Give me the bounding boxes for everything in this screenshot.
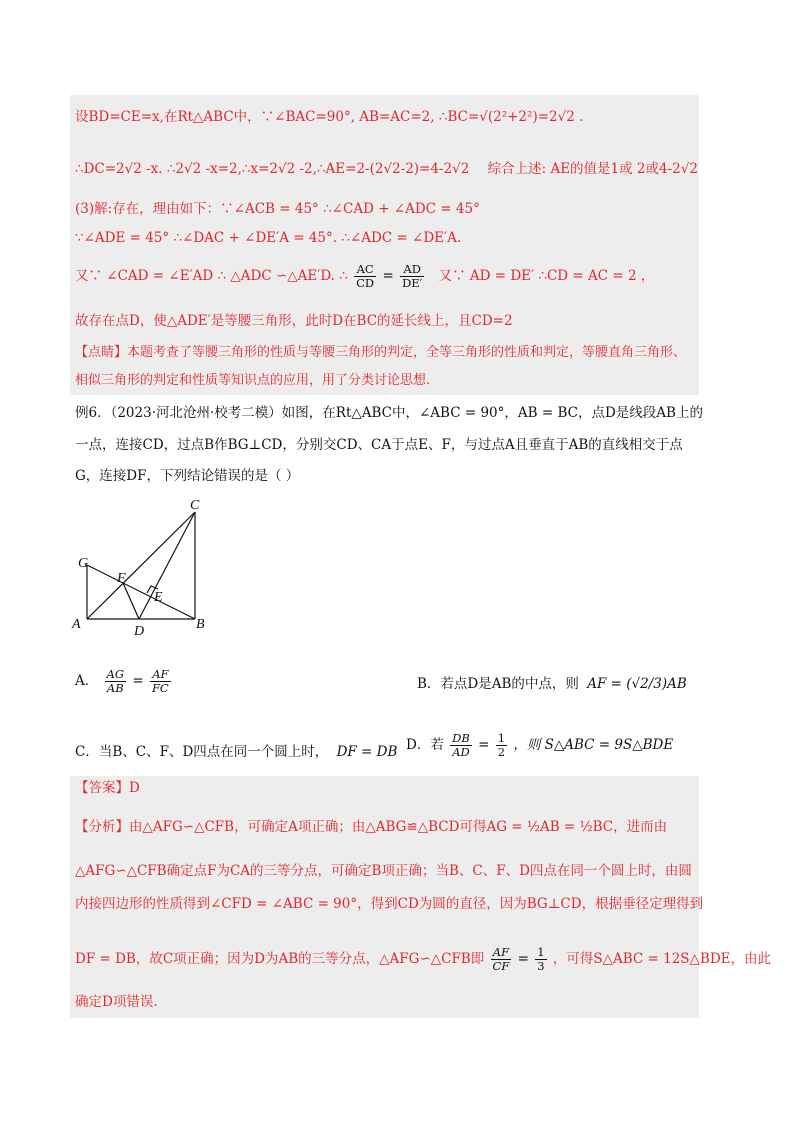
ratio-ac-cd: $\frac{AC}{CD}$ [356,262,375,290]
solution-line-1: 设BD=CE=x,在Rt△ABC中，∵∠BAC=90°, AB=AC=2, ∴BC=√(2²+2²)=2√2 . [75,109,584,125]
solution-line-3: (3)解:存在，理由如下：∵∠ACB = 45° ∴∠CAD + ∠ADC = 45° [75,201,480,217]
ratio-af-cf: $\frac{AF}{CF}$ [492,945,510,973]
example-line-1: 例6．（2023·河北沧州·校考二模）如图，在Rt△ABC中，∠ABC = 90°，AB = BC，点D是线段AB上的 [75,405,703,421]
analysis-line-2: △AFG∽△CFB确定点F为CA的三等分点，可确定B项正确；当B、C、F、D四点在同一个圆上时，由圆 [75,863,692,879]
segment-gb [87,565,195,619]
analysis-line-4: DF = DB，故C项正确；因为D为AB的三等分点，△AFG∽△CFB即 $\frac{AF}{CF}$ = $\frac{1}{3}$ ，可得S△ABC = 12S△BDE，由此 [75,945,772,973]
example-line-2: 一点，连接CD，过点B作BG⊥CD，分别交CD、CA于点E、F，与过点A且垂直于AB的直线相交于点 [75,437,683,453]
segment-cd [139,512,195,619]
label-f: F [117,571,126,586]
label-g: G [78,556,89,571]
solution-line-2b: 综合上述: AE的值是1或 2或4-2√2 [487,161,698,177]
answer-line: 【答案】D [75,780,140,796]
solution-line-4: ∵∠ADE = 45° ∴∠DAC + ∠DE′A = 45°. ∴∠ADC = ∠DE′A. [75,230,462,246]
analysis-line-5: 确定D项错误. [75,994,158,1010]
label-a: A [72,617,81,632]
comment-line-2: 相似三角形的判定和性质等知识点的应用，用了分类讨论思想. [75,373,431,388]
label-b: B [196,617,205,632]
solution-line-2 [75,160,698,178]
ratio-ad-de: $\frac{AD}{DE'}$ [402,262,423,290]
option-a[interactable]: A． $\frac{AG}{AB}$ = $\frac{AF}{FC}$ [75,667,169,695]
comment-line-1: 【点睛】本题考查了等腰三角形的性质与等腰三角形的判定，全等三角形的性质和判定，等腰直角三角形、 [75,345,687,360]
option-c[interactable]: C．当B、C、F、D四点在同一个圆上时， DF = DB [75,744,398,760]
solution-line-5b: 又∵ AD = DE′ ∴CD = AC = 2 ， [438,268,655,284]
solution-line-6: 故存在点D，使△ADE′是等腰三角形，此时D在BC的延长线上，且CD=2 [75,313,513,329]
label-e: E [154,590,163,605]
solution-line-5: 又∵ ∠CAD = ∠E′AD ∴ △ADC ∽△AE′D. ∴ $\frac{AC}{CD}$ = $\frac{AD}{DE'}$ 又∵ AD = DE′ ∴CD = AC = 2 ， [75,262,655,290]
segment-df [123,583,139,619]
solution-line-2a: ∴DC=2√2 -x. ∴2√2 -x=2,∴x=2√2 -2,∴AE=2-(2√2-2)=4-2√2 [75,161,470,177]
example-line-3: G，连接DF，下列结论错误的是（ ） [75,468,300,484]
option-d[interactable]: D．若 $\frac{DB}{AD}$ = $\frac{1}{2}$ ，则 S△ABC = 9S△BDE [406,731,674,759]
geometry-figure [60,495,220,645]
side-ac [87,512,195,619]
label-c: C [190,498,200,513]
analysis-line-1: 【分析】由△AFG∽△CFB，可确定A项正确；由△ABG≌△BCD可得AG = ½AB = ½BC，进而由 [75,819,668,835]
option-b[interactable]: B．若点D是AB的中点，则 AF = (√2/3)AB [417,676,687,692]
solution-line-5a: 又∵ ∠CAD = ∠E′AD ∴ △ADC ∽△AE′D. ∴ [75,268,348,284]
analysis-line-3: 内接四边形的性质得到∠CFD = ∠ABC = 90°，得到CD为圆的直径，因为BG⊥CD，根据垂径定理得到 [75,896,704,912]
label-d: D [134,624,145,639]
